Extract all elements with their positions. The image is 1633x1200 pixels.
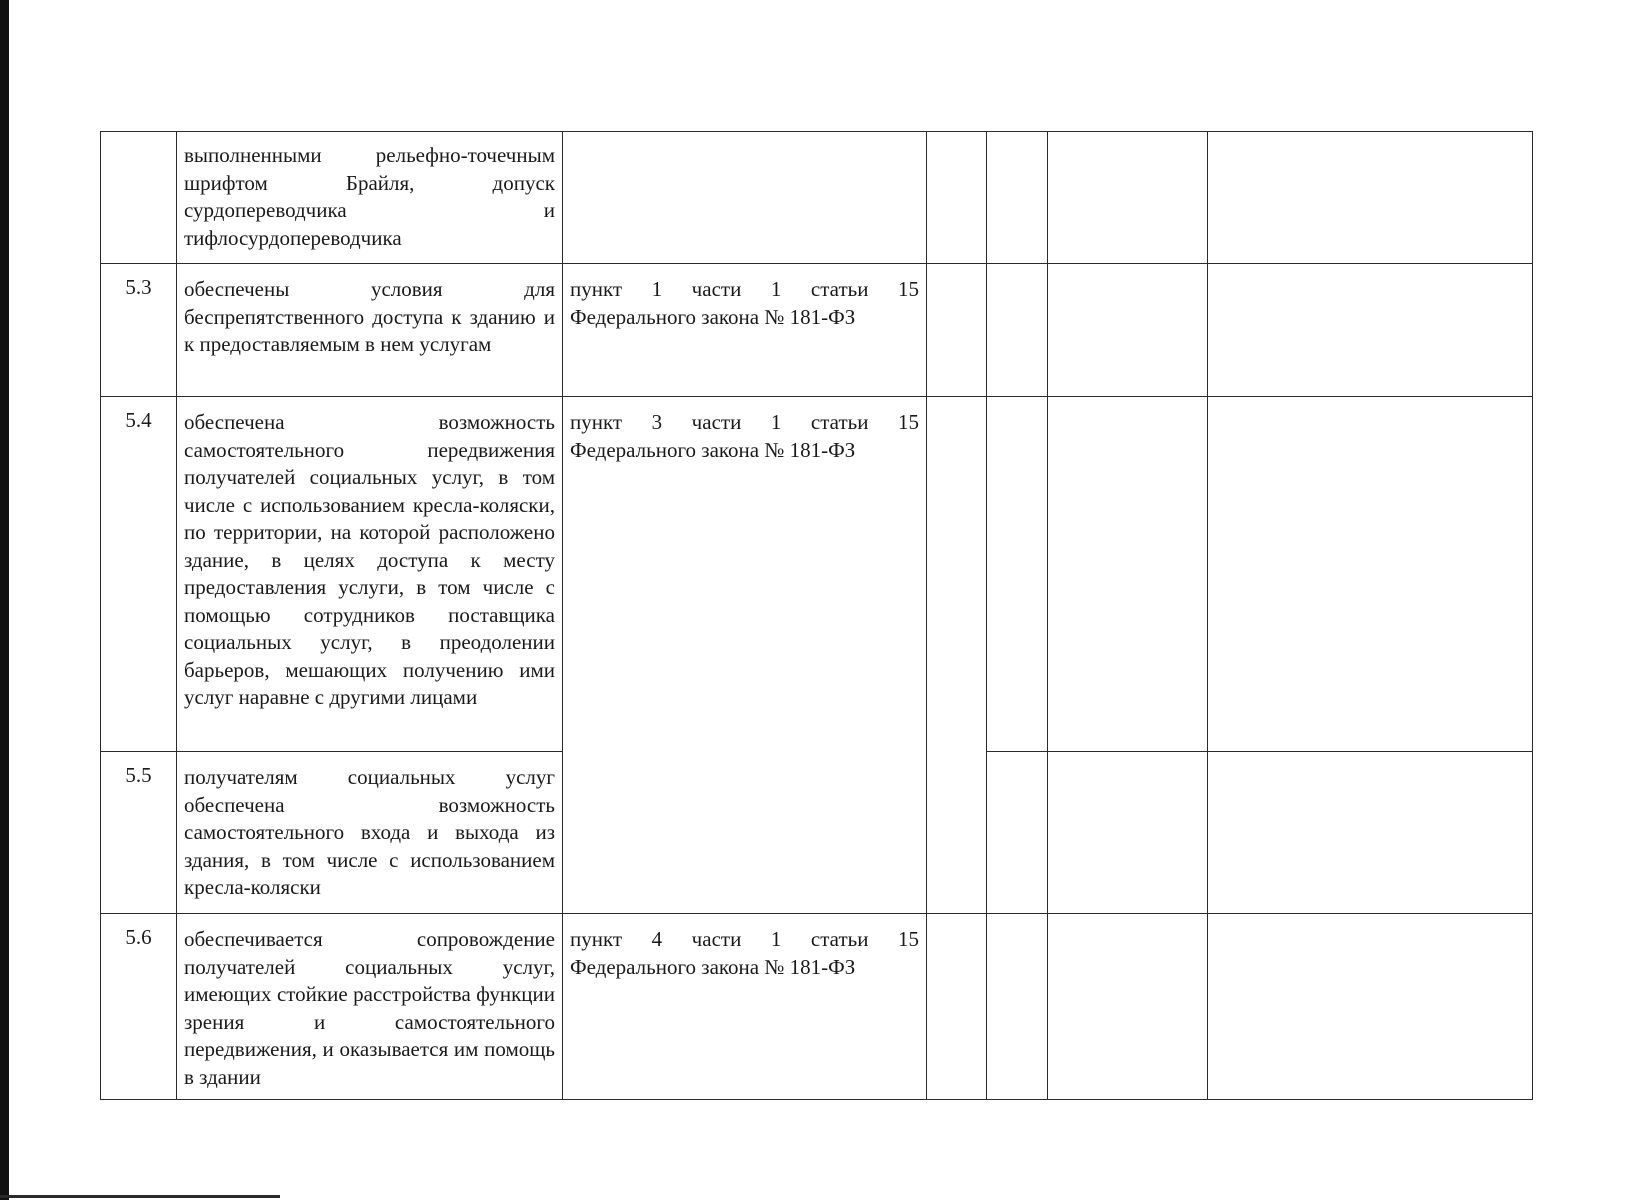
empty-cell <box>1048 914 1208 1100</box>
empty-cell <box>1208 264 1533 397</box>
empty-cell <box>1048 397 1208 752</box>
empty-cell <box>1208 397 1533 752</box>
requirement-text-cell: выполненными рельефно-точечным шрифтом Брайля, допуск сурдопереводчика и тифлосурдопереводчика <box>177 132 563 264</box>
requirements-table <box>100 131 1533 1100</box>
empty-cell <box>1208 752 1533 914</box>
empty-cell <box>927 914 987 1100</box>
table-row <box>101 264 1533 397</box>
table-row <box>101 914 1533 1100</box>
row-number-cell: 5.4 <box>101 397 177 752</box>
legal-reference-cell: пункт 1 части 1 статьи 15 Федерального закона № 181-ФЗ <box>563 264 927 397</box>
requirement-text-cell: обеспечены условия для беспрепятственного доступа к зданию и к предоставляемым в нем услугам <box>177 264 563 397</box>
empty-cell <box>1208 132 1533 264</box>
empty-cell <box>927 397 987 914</box>
empty-cell <box>1208 914 1533 1100</box>
table-row <box>101 132 1533 264</box>
table-row <box>101 397 1533 752</box>
scan-left-border <box>0 0 9 1200</box>
empty-cell <box>1048 264 1208 397</box>
scan-bottom-artifact <box>0 1195 280 1198</box>
legal-reference-cell: пункт 3 части 1 статьи 15 Федерального закона № 181-ФЗ <box>563 397 927 914</box>
empty-cell <box>927 132 987 264</box>
row-number-cell <box>101 132 177 264</box>
empty-cell <box>1048 132 1208 264</box>
row-number-cell: 5.6 <box>101 914 177 1100</box>
requirement-text-cell: обеспечивается сопровождение получателей социальных услуг, имеющих стойкие расстройства функции зрения и самостоятельного передвижения, и оказывается им помощь в здании <box>177 914 563 1100</box>
empty-cell <box>1048 752 1208 914</box>
empty-cell <box>987 264 1048 397</box>
requirement-text-cell: обеспечена возможность самостоятельного передвижения получателей социальных услуг, в том числе с использованием кресла-коляски, по территории, на которой расположено здание, в целях доступа к месту предоставления услуги, в том числе с помощью сотрудников поставщика социальных услуг, в преодолении барьеров, мешающих получению ими услуг наравне с другими лицами <box>177 397 563 752</box>
row-number-cell: 5.5 <box>101 752 177 914</box>
empty-cell <box>927 264 987 397</box>
empty-cell <box>987 914 1048 1100</box>
row-number-cell: 5.3 <box>101 264 177 397</box>
empty-cell <box>987 132 1048 264</box>
legal-reference-cell: пункт 4 части 1 статьи 15 Федерального закона № 181-ФЗ <box>563 914 927 1100</box>
requirement-text-cell: получателям социальных услуг обеспечена возможность самостоятельного входа и выхода из здания, в том числе с использованием кресла-коляски <box>177 752 563 914</box>
empty-cell <box>987 397 1048 752</box>
legal-reference-cell <box>563 132 927 264</box>
empty-cell <box>987 752 1048 914</box>
